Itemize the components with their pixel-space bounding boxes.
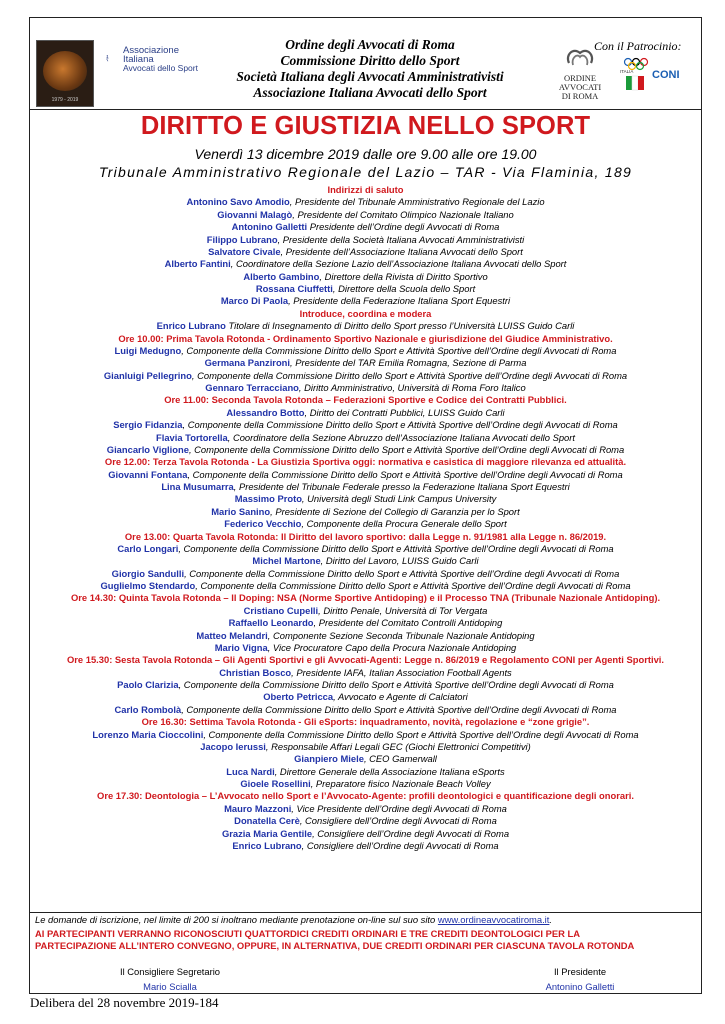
speaker-role: , Coordinatore della Sezione Abruzzo dell’Associazione Italiana Avvocati dello Sport [227, 431, 575, 443]
speaker-name: Luca Nardi [226, 765, 275, 777]
president-name: Antonino Galletti [545, 981, 615, 992]
delibera-note: Delibera del 28 novembre 2019-184 [30, 995, 219, 1010]
speaker-role: , Direttore della Rivista di Diritto Sportivo [319, 270, 488, 282]
speaker-role: , Componente Sezione Seconda Tribunale Nazionale Antidoping [267, 629, 535, 641]
speaker-row [29, 617, 702, 629]
org-line: Associazione Italiana Avvocati dello Sport [253, 85, 487, 100]
speaker-row [29, 506, 702, 518]
speaker-name: Marco Di Paola [220, 295, 289, 307]
speaker-row [29, 295, 702, 307]
speaker-name: Rossana Ciuffetti [255, 283, 333, 294]
speaker-role: , Componente della Commissione Diritto dello Sport e Attività Sportive dell’Ordine degli Avvocati di Roma [188, 443, 625, 455]
speaker-role: , Responsabile Affari Legali GEC (Giochi Elettronici Competitivi) [265, 740, 531, 752]
speaker-row [29, 469, 702, 481]
speaker-name: Giovanni Malagò [217, 208, 293, 220]
program-section-heading: Ore 11.00: Seconda Tavola Rotonda – Federazioni Sportive e Codice dei Contratti Pubblici. [164, 394, 567, 406]
event-title: DIRITTO E GIUSTIZIA NELLO SPORT [140, 112, 591, 140]
italia-label: ITALIA [620, 69, 634, 74]
speaker-name: Giancarlo Viglione [106, 443, 189, 455]
speaker-name: Gioele Rosellini [240, 778, 311, 789]
president-role: Il Presidente [553, 966, 607, 977]
event-venue: Tribunale Amministrativo Regionale del Lazio – TAR - Via Flaminia, 189 [98, 164, 633, 180]
speaker-row [29, 481, 702, 493]
note-prefix: Le domande di iscrizione, nel limite di 200 si inoltrano mediante prenotazione [35, 914, 358, 925]
speaker-row [29, 568, 702, 580]
speaker-name: Antonino Galletti [231, 221, 308, 233]
speaker-row [29, 209, 702, 221]
speaker-row [29, 691, 702, 703]
speaker-row [29, 667, 702, 679]
speaker-row [29, 432, 702, 444]
program-section-heading: Introduce, coordina e modera [299, 307, 432, 319]
speaker-role: , Consigliere dell’Ordine degli Avvocati di Roma [312, 827, 510, 839]
note-suffix: . [549, 914, 552, 925]
speaker-role: , Diritto del Lavoro, LUISS Guido Carli [320, 555, 479, 567]
speaker-row [29, 345, 702, 357]
speaker-role: , Componente della Commissione Diritto dello Sport e Attività Sportive dell’Ordine degli Avvocati di Roma [178, 542, 614, 554]
org-line: Ordine degli Avvocati di Roma [285, 37, 455, 52]
coni-label: CONI [652, 69, 680, 81]
speaker-role: , Preparatore fisico Nazionale Beach Volley [310, 778, 491, 789]
speaker-role: , Vice Procuratore Capo della Procura Nazionale Antidoping [267, 641, 517, 653]
signature-president [500, 966, 660, 992]
speaker-row [29, 407, 702, 419]
note-mid: sul suo sito [385, 914, 438, 925]
speaker-name: Carlo Rombolà [114, 703, 182, 715]
speaker-role: , Coordinatore della Sezione Lazio dell’Associazione Italiana Avvocati dello Sport [230, 258, 567, 270]
program-section-heading: Ore 12.00: Terza Tavola Rotonda - La Giustizia Sportiva oggi: normativa e casistica di maggiore rilevanza ed attualità. [104, 456, 627, 468]
speaker-role: , Direttore della Scuola dello Sport [332, 283, 476, 294]
speaker-name: Giorgio Sandulli [111, 567, 185, 579]
speaker-role: , Presidente dell’Associazione Italiana Avvocati dello Sport [280, 245, 523, 257]
speaker-row [29, 196, 702, 208]
speaker-name: Donatella Cerè [234, 815, 300, 827]
speaker-name: Lorenzo Maria Cioccolini [92, 728, 204, 740]
speaker-role: , CEO Gamerwall [363, 753, 437, 765]
speaker-role: , Presidente del TAR Emilia Romagna, Sezione di Parma [290, 357, 527, 369]
patrocinio-label: Con il Patrocinio: [594, 39, 682, 53]
speaker-row [29, 234, 702, 246]
speaker-role: , Componente della Commissione Diritto dello Sport e Attività Sportive dell’Ordine degli Avvocati di Roma [181, 344, 617, 356]
speaker-row [29, 630, 702, 642]
speaker-role: , Direttore Generale della Associazione Italiana eSports [274, 765, 505, 777]
speaker-role: , Componente della Commissione Diritto dello Sport e Attività Sportive dell’Ordine degli Avvocati di Roma [191, 369, 628, 381]
speaker-row [29, 221, 702, 233]
speaker-name: Alessandro Botto [226, 406, 305, 418]
speaker-name: Matteo Melandri [196, 629, 268, 641]
speaker-role: , Presidente del Comitato Olimpico Nazionale Italiano [292, 208, 514, 220]
speaker-name: Oberto Petricca [263, 691, 334, 703]
speaker-row [29, 580, 702, 592]
speaker-row [29, 778, 702, 790]
speaker-row [29, 246, 702, 258]
program-section-heading: Ore 15.30: Sesta Tavola Rotonda – Gli Agenti Sportivi e gli Avvocati-Agenti: Legge n. 86/2019 e Regolamento CONI per Agenti Sportivi. [66, 654, 664, 666]
speaker-name: Antonino Savo Amodio [186, 196, 290, 208]
org-line: Commissione Diritto dello Sport [280, 53, 460, 68]
secretary-name: Mario Scialla [143, 981, 197, 992]
speaker-role: , Presidente del Comitato Controlli Antidoping [313, 617, 503, 629]
credits-line: PARTECIPAZIONE ALL’INTERO CONVEGNO, OPPURE, IN ALTERNATIVA, DUE CREDITI ORDINARI PER CIASCUNA TAVOLA ROTONDA [35, 940, 635, 951]
speaker-name: Filippo Lubrano [206, 233, 278, 245]
speaker-name: Paolo Clarizia [117, 679, 179, 690]
aias-line: Associazione [123, 45, 179, 56]
speaker-name: Grazia Maria Gentile [221, 827, 313, 839]
ordine-emblem-icon [563, 45, 597, 69]
speaker-row [29, 370, 702, 382]
speaker-row [29, 493, 702, 505]
speaker-role: Presidente dell’Ordine degli Avvocati di Roma [307, 221, 500, 233]
speaker-role: , Consigliere dell’Ordine degli Avvocati di Roma [301, 839, 499, 851]
speaker-row [29, 543, 702, 555]
speaker-name: Jacopo Ierussi [200, 740, 266, 752]
speaker-row [29, 320, 702, 332]
speaker-role: , Diritto Amministrativo, Università di Roma Foro Italico [298, 382, 526, 393]
program-section-heading: Indirizzi di saluto [327, 184, 404, 195]
header-divider [29, 109, 702, 110]
aias-logo-text [123, 46, 198, 73]
speaker-row [29, 679, 702, 691]
speaker-name: Cristiano Cupelli [243, 604, 319, 616]
registration-note [35, 914, 552, 925]
ordine-logo-line: DI ROMA [561, 91, 599, 101]
speaker-row [29, 815, 702, 827]
speaker-role: , Presidente del Tribunale Amministrativo Regionale del Lazio [289, 196, 545, 208]
speaker-name: Flavia Tortorella [156, 431, 228, 443]
aias-line: Avvocati dello Sport [123, 63, 198, 73]
ordine-logo-line: AVVOCATI [558, 82, 602, 92]
speaker-row [29, 753, 702, 765]
book-cover-year: 1979 - 2019 [51, 97, 79, 103]
speaker-role: , Componente della Commissione Diritto dello Sport e Attività Sportive dell’Ordine degli Avvocati di Roma [203, 728, 639, 740]
speaker-row [29, 840, 702, 852]
speaker-name: Gennaro Terracciano [205, 382, 299, 393]
speaker-name: Federico Vecchio [224, 518, 302, 530]
speaker-name: Carlo Longari [117, 542, 179, 554]
speaker-name: Lina Musumarra [161, 481, 234, 492]
speaker-role: , Avvocato e Agente di Calciatori [333, 691, 468, 703]
speaker-row [29, 729, 702, 741]
speaker-row [29, 555, 702, 567]
note-online: on-line [357, 914, 386, 925]
speaker-row [29, 741, 702, 753]
speaker-name: Guglielmo Stendardo [100, 580, 196, 591]
speaker-role: , Diritto Penale, Università di Tor Vergata [318, 604, 488, 616]
speaker-name: Mauro Mazzoni [224, 802, 292, 814]
book-cover-emblem [43, 51, 87, 91]
speaker-name: Michel Martone [252, 555, 321, 567]
speaker-role: , Componente della Commissione Diritto dello Sport e Attività Sportive dell’Ordine degli Avvocati di Roma [187, 468, 623, 480]
speaker-name: Alberto Gambino [243, 270, 320, 282]
speaker-name: Raffaello Leonardo [228, 617, 314, 629]
speaker-role: , Componente della Commissione Diritto dello Sport e Attività Sportive dell’Ordine degli Avvocati di Roma [181, 703, 617, 715]
speaker-name: Mario Vigna [214, 641, 268, 653]
speaker-name: Luigi Medugno [114, 344, 182, 356]
speaker-name: Alberto Fantini [164, 258, 231, 270]
speaker-role: , Componente della Procura Generale dello Sport [301, 518, 507, 530]
speaker-role: , Università degli Studi Link Campus University [301, 493, 497, 505]
speaker-role: , Presidente della Federazione Italiana Sport Equestri [288, 295, 511, 307]
program-section-heading: Ore 10.00: Prima Tavola Rotonda - Ordinamento Sportivo Nazionale e giurisdizione del Giudice Amministrativo. [118, 332, 613, 344]
speaker-name: Gianpiero Miele [294, 753, 364, 765]
speaker-name: Mario Sanino [211, 505, 271, 517]
org-line: Società Italiana degli Avvocati Amministrativisti [236, 69, 504, 84]
speaker-name: Sergio Fidanzia [113, 419, 183, 431]
aias-line: Italiana [123, 54, 154, 65]
speaker-name: Massimo Proto [234, 493, 302, 505]
speaker-row [29, 642, 702, 654]
speaker-row [29, 357, 702, 369]
speaker-row [29, 382, 702, 394]
credits-line: AI PARTECIPANTI VERRANNO RICONOSCIUTI QUATTORDICI CREDITI ORDINARI E TRE CREDITI DEONTOLOGICI PER LA [35, 928, 580, 939]
speaker-name: Giovanni Fontana [108, 468, 188, 480]
speaker-name: Christian Bosco [219, 666, 292, 678]
program-section-heading: Ore 13.00: Quarta Tavola Rotonda: Il Diritto del lavoro sportivo: dalla Legge n. 91/1981 alla Legge n. 86/2019. [124, 530, 607, 542]
speaker-role: , Componente della Commissione Diritto dello Sport e Attività Sportive dell’Ordine degli Avvocati di Roma [182, 419, 618, 431]
speaker-role: Titolare di Insegnamento di Diritto dello Sport presso l’Università LUISS Guido Carli [225, 320, 575, 332]
speaker-row [29, 828, 702, 840]
speaker-row [29, 258, 702, 270]
program-list [29, 184, 702, 852]
ordine-logo-line: ORDINE [563, 73, 597, 83]
speaker-row [29, 605, 702, 617]
speaker-role: , Componente della Commissione Diritto dello Sport e Attività Sportive dell’Ordine degli Avvocati di Roma [195, 580, 631, 591]
speaker-role: , Vice Presidente dell’Ordine degli Avvocati di Roma [291, 802, 507, 814]
credits-notice [35, 928, 695, 952]
speaker-row [29, 271, 702, 283]
speaker-role: , Presidente di Sezione del Collegio di Garanzia per lo Sport [270, 505, 520, 517]
speaker-name: Gianluigi Pellegrino [103, 369, 192, 381]
program-section-heading: Ore 17.30: Deontologia – L’Avvocato nello Sport e l’Avvocato-Agente: profili deontologici e quantificazione degli onorari. [97, 790, 634, 802]
speaker-role: , Componente della Commissione Diritto dello Sport e Attività Sportive dell’Ordine degli Avvocati di Roma [178, 679, 614, 690]
ordine-avvocati-logo [545, 45, 615, 103]
coni-rings-icon [622, 56, 652, 92]
speaker-name: Salvatore Civale [208, 245, 281, 257]
speaker-name: Enrico Lubrano [156, 320, 226, 332]
speaker-role: , Presidente del Tribunale Federale presso la Federazione Italiana Sport Equestri [233, 481, 570, 492]
speaker-name: Germana Panzironi [204, 357, 291, 369]
speaker-role: , Componente della Commissione Diritto dello Sport e Attività Sportive dell’Ordine degli Avvocati di Roma [184, 567, 620, 579]
speaker-row [29, 518, 702, 530]
speaker-role: , Diritto dei Contratti Pubblici, LUISS Guido Carli [304, 406, 505, 418]
speaker-row [29, 766, 702, 778]
speaker-role: , Presidente della Società Italiana Avvocati Amministrativisti [277, 233, 525, 245]
speaker-role: , Presidente IAFA, Italian Association Football Agents [291, 666, 512, 678]
event-date: Venerdì 13 dicembre 2019 dalle ore 9.00 alle ore 19.00 [194, 146, 537, 162]
signature-secretary [100, 966, 240, 992]
program-section-heading: Ore 14.30: Quinta Tavola Rotonda – Il Doping: NSA (Norme Sportive Antidoping) e il Processo TNA (Tribunale Nazionale Antidoping). [70, 592, 661, 604]
speaker-name: Enrico Lubrano [232, 839, 302, 851]
speaker-row [29, 419, 702, 431]
book-cover-logo [36, 40, 94, 107]
speaker-row [29, 704, 702, 716]
speaker-role: , Consigliere dell’Ordine degli Avvocati di Roma [299, 815, 497, 827]
program-section-heading: Ore 16.30: Settima Tavola Rotonda - Gli eSports: inquadramento, novità, regolazione e “zone grigie”. [141, 716, 590, 728]
speaker-row [29, 283, 702, 295]
speaker-row [29, 803, 702, 815]
secretary-role: Il Consigliere Segretario [119, 966, 221, 977]
speaker-row [29, 444, 702, 456]
website-link[interactable]: www.ordineavvocatiroma.it [437, 914, 550, 925]
footer-divider [29, 912, 702, 913]
coni-logo [618, 56, 688, 96]
